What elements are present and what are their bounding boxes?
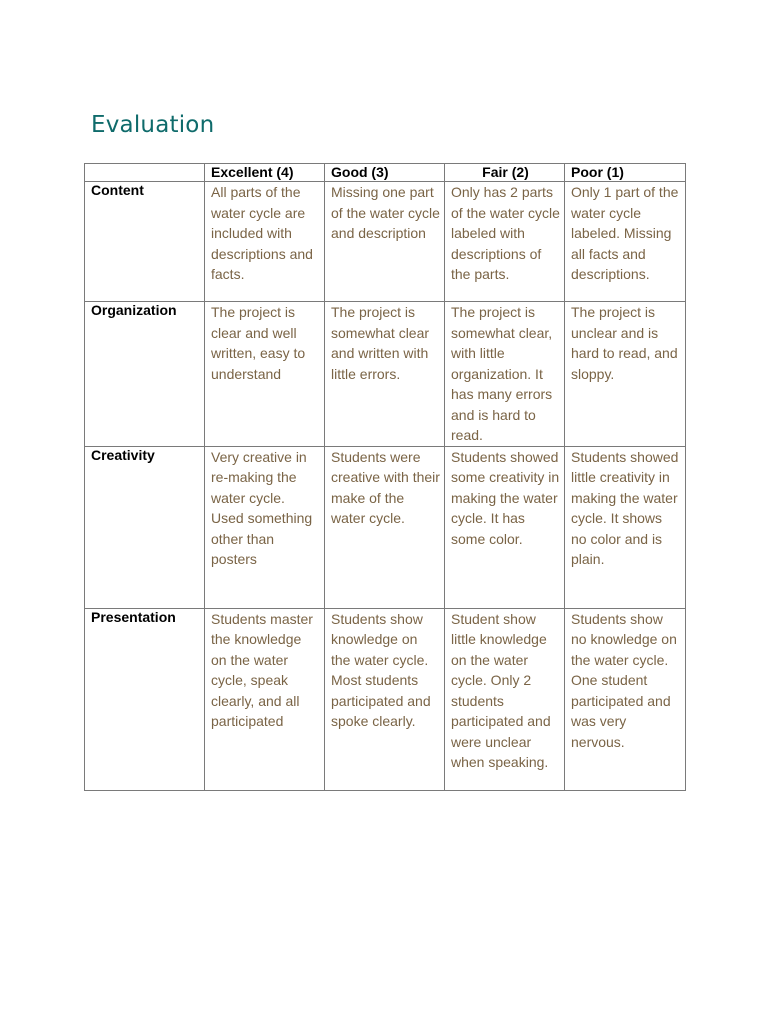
table-header-row [85,164,686,182]
row-criterion: Presentation [85,608,205,790]
table-cell: The project is somewhat clear, with little organization. It has many errors and is hard to read. [445,302,565,447]
page-title: Evaluation [91,112,215,138]
table-cell: All parts of the water cycle are included with descriptions and facts. [205,182,325,302]
table-cell: Only 1 part of the water cycle labeled. Missing all facts and descriptions. [565,182,686,302]
header-poor: Poor (1) [565,164,686,182]
row-criterion: Organization [85,302,205,447]
table-cell: Students show knowledge on the water cycle. Most students participated and spoke clearly. [325,608,445,790]
row-criterion: Content [85,182,205,302]
table-cell: Very creative in re-making the water cycle. Used something other than posters [205,446,325,608]
table-cell: Students showed little creativity in making the water cycle. It shows no color and is plain. [565,446,686,608]
table-row [85,182,686,302]
row-criterion: Creativity [85,446,205,608]
table-cell: Students showed some creativity in making the water cycle. It has some color. [445,446,565,608]
header-fair: Fair (2) [445,164,565,182]
rubric-table [84,163,686,791]
table-cell: Students were creative with their make of the water cycle. [325,446,445,608]
table-cell: Only has 2 parts of the water cycle labeled with descriptions of the parts. [445,182,565,302]
table-row [85,446,686,608]
header-criterion [85,164,205,182]
table-cell: Students master the knowledge on the water cycle, speak clearly, and all participated [205,608,325,790]
table-cell: Students show no knowledge on the water cycle. One student participated and was very nervous. [565,608,686,790]
header-good: Good (3) [325,164,445,182]
table-cell: The project is unclear and is hard to read, and sloppy. [565,302,686,447]
table-cell: The project is somewhat clear and written with little errors. [325,302,445,447]
table-row [85,608,686,790]
header-excellent: Excellent (4) [205,164,325,182]
table-row [85,302,686,447]
table-cell: The project is clear and well written, easy to understand [205,302,325,447]
table-cell: Missing one part of the water cycle and description [325,182,445,302]
table-cell: Student show little knowledge on the water cycle. Only 2 students participated and were unclear when speaking. [445,608,565,790]
